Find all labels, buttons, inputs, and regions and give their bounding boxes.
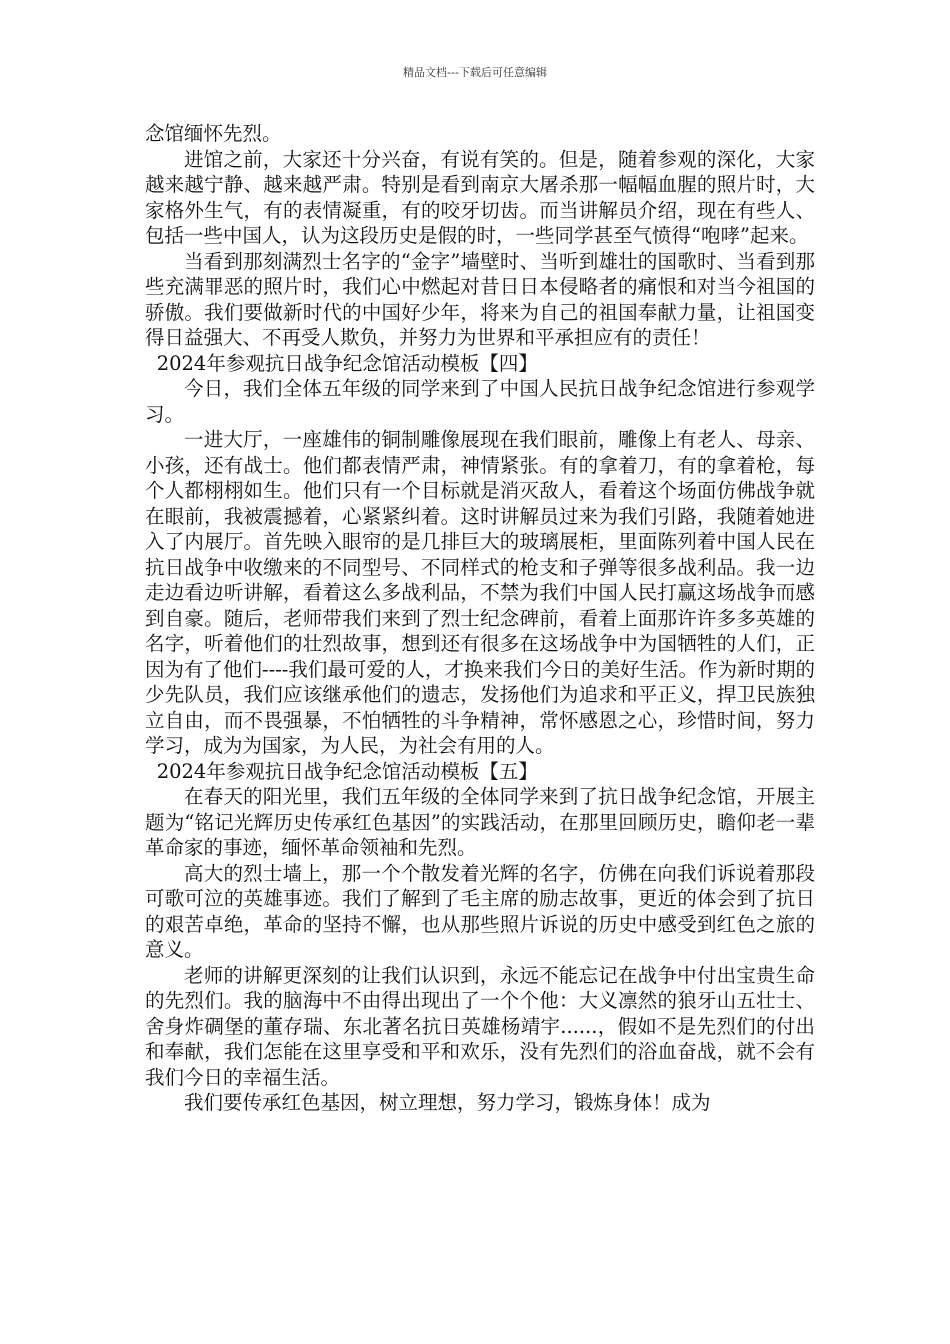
paragraph: 老师的讲解更深刻的让我们认识到，永远不能忘记在战争中付出宝贵生命的先烈们。我的脑海中不由得出现出了一个个他：大义凛然的狼牙山五壮士、舍身炸碉堡的董存瑞、东北著名抗日英雄杨靖宇......，假如不是先烈们的付出和奉献，我们怎能在这里享受和平和欢乐，没有先烈们的浴血奋战，就不会有我们今日的幸福生活。 bbox=[145, 963, 815, 1089]
page-header: 精品文档---下载后可任意编辑 bbox=[403, 66, 547, 79]
paragraph-continuation: 念馆缅怀先烈。 bbox=[145, 122, 282, 145]
paragraph: 今日，我们全体五年级的同学来到了中国人民抗日战争纪念馆进行参观学习。 bbox=[145, 377, 815, 426]
document-body bbox=[145, 121, 815, 1116]
paragraph: 在春天的阳光里，我们五年级的全体同学来到了抗日战争纪念馆，开展主题为“铭记光辉历史传承红色基因”的实践活动，在那里回顾历史，瞻仰老一辈革命家的事迹，缅怀革命领袖和先烈。 bbox=[145, 785, 815, 859]
paragraph: 高大的烈士墙上，那一个个散发着光辉的名字，仿佛在向我们诉说着那段可歌可泣的英雄事迹。我们了解到了毛主席的励志故事，更近的体会到了抗日的艰苦卓绝，革命的坚持不懈，也从那些照片诉说的历史中感受到红色之旅的意义。 bbox=[145, 861, 815, 961]
section-heading-four: 2024年参观抗日战争纪念馆活动模板【四】 bbox=[156, 351, 538, 375]
paragraph: 我们要传承红色基因，树立理想，努力学习，锻炼身体！成为 bbox=[184, 1091, 711, 1114]
section-heading-five: 2024年参观抗日战争纪念馆活动模板【五】 bbox=[156, 759, 538, 783]
paragraph: 进馆之前，大家还十分兴奋，有说有笑的。但是，随着参观的深化，大家越来越宁静、越来越严肃。特别是看到南京大屠杀那一幅幅血腥的照片时，大家格外生气，有的表情凝重，有的咬牙切齿。而当讲解员介绍，现在有些人、包括一些中国人，认为这段历史是假的时，一些同学甚至气愤得“咆哮”起来。 bbox=[145, 147, 815, 247]
paragraph: 当看到那刻满烈士名字的“金字”墙壁时、当听到雄壮的国歌时、当看到那些充满罪恶的照片时，我们心中燃起对昔日日本侵略者的痛恨和对当今祖国的骄傲。我们要做新时代的中国好少年，将来为自己的祖国奉献力量，让祖国变得日益强大、不再受人欺负，并努力为世界和平承担应有的责任！ bbox=[145, 249, 815, 349]
paragraph: 一进大厅，一座雄伟的铜制雕像展现在我们眼前，雕像上有老人、母亲、小孩，还有战士。他们都表情严肃，神情紧张。有的拿着刀，有的拿着枪，每个人都栩栩如生。他们只有一个目标就是消灭敌人，看着这个场面仿佛战争就在眼前，我被震撼着，心紧紧纠着。这时讲解员过来为我们引路，我随着她进入了内展厅。首先映入眼帘的是几排巨大的玻璃展柜，里面陈列着中国人民在抗日战争中收缴来的不同型号、不同样式的枪支和子弹等很多战利品。我一边走边看边听讲解，看着这么多战利品，不禁为我们中国人民打赢这场战争而感到自豪。随后，老师带我们来到了烈士纪念碑前，看着上面那许许多多英雄的名字，听着他们的壮烈故事，想到还有很多在这场战争中为国牺牲的人们，正因为有了他们----我们最可爱的人，才换来我们今日的美好生活。作为新时期的少先队员，我们应该继承他们的遗志，发扬他们为追求和平正义，捍卫民族独立自由，而不畏强暴，不怕牺牲的斗争精神，常怀感恩之心，珍惜时间，努力学习，成为为国家，为人民，为社会有用的人。 bbox=[145, 428, 815, 757]
